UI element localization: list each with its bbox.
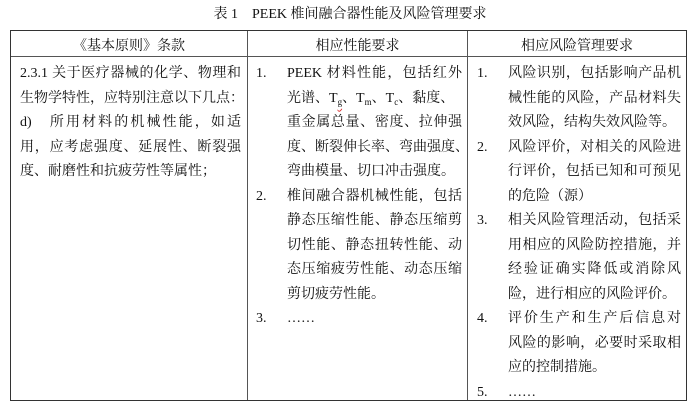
item-line: 效风险，结构失效风险等。 xyxy=(508,115,676,130)
item-line: …… xyxy=(508,384,536,400)
item-line: 用相应的风险防控措施，并 xyxy=(508,237,681,253)
item-line: 风险的影响，必要时采取相 xyxy=(508,335,681,351)
item-line: 度、断裂伸长率、弯曲强度、 xyxy=(287,139,469,155)
item-line: …… xyxy=(287,311,315,326)
item-number: 1. xyxy=(256,66,267,81)
table-caption: 表 1 PEEK 椎间融合器性能及风险管理要求 xyxy=(213,7,487,22)
item-line: 的危险（源） xyxy=(508,188,592,204)
column-divider xyxy=(247,31,248,400)
list-item xyxy=(256,307,462,332)
item-line: 械性能的风险，产品材料失 xyxy=(508,90,681,106)
item-line: 相关风险管理活动，包括采 xyxy=(508,213,681,228)
header-principle-clause: 《基本原则》条款 xyxy=(73,39,185,54)
clause-line: 用，应考虑强度、延展性、断裂强 xyxy=(20,139,241,155)
clause-line: d) 所用材料的机械性能，如适 xyxy=(20,115,241,130)
item-number: 4. xyxy=(477,311,488,326)
clause-line: 2.3.1 关于医疗器械的化学、物理和 xyxy=(20,66,241,81)
item-line: PEEK 材料性能，包括红外 xyxy=(287,66,462,81)
principle-clause-cell xyxy=(20,62,244,185)
item-line: 弯曲模量、切口冲击强度。 xyxy=(287,164,455,179)
item-line: 经验证确实降低或消除风 xyxy=(508,262,681,277)
clause-line: 度、耐磨性和抗疲劳性等属性； xyxy=(20,164,216,179)
item-line: 光谱、$T_g$、$T_m$、$T_c$、黏度、 xyxy=(287,90,455,107)
item-line: 重金属总量、密度、拉伸强 xyxy=(287,115,462,130)
header-divider xyxy=(11,56,686,57)
list-item xyxy=(477,62,681,136)
item-number: 1. xyxy=(477,66,488,81)
item-line: 态压缩疲劳性能、动态压缩 xyxy=(287,262,462,277)
item-line: 静态压缩性能、静态压缩剪 xyxy=(287,213,462,228)
item-number: 5. xyxy=(477,384,488,400)
list-item xyxy=(477,136,681,210)
item-line: 风险评价，对相关的风险进 xyxy=(508,139,681,155)
header-performance-requirements: 相应性能要求 xyxy=(315,39,400,54)
list-item xyxy=(477,381,681,406)
item-number: 3. xyxy=(256,311,267,326)
list-item xyxy=(256,62,469,185)
list-item xyxy=(477,307,681,381)
item-number: 3. xyxy=(477,213,488,228)
requirements-table xyxy=(10,30,687,401)
performance-requirements-cell xyxy=(256,62,469,332)
item-line: 剪切疲劳性能。 xyxy=(287,286,385,302)
risk-management-cell xyxy=(477,62,681,405)
clause-line: 生物学特性，应特别注意以下几点： xyxy=(20,90,244,106)
item-line: 评价生产和生产后信息对 xyxy=(508,311,681,326)
item-number: 2. xyxy=(256,188,267,204)
list-item xyxy=(256,185,462,308)
item-line: 风险识别，包括影响产品机 xyxy=(508,66,681,81)
item-line: 险，进行相应的风险评价。 xyxy=(508,286,676,302)
list-item xyxy=(477,209,681,307)
item-number: 2. xyxy=(477,139,488,155)
item-line: 应的控制措施。 xyxy=(508,360,606,375)
header-risk-management-requirements: 相应风险管理要求 xyxy=(521,39,633,54)
column-divider xyxy=(467,31,468,400)
item-line: 椎间融合器机械性能，包括 xyxy=(287,188,462,204)
item-line: 行评价，包括已知和可预见 xyxy=(508,164,681,179)
item-line: 切性能、静态扭转性能、动 xyxy=(287,237,462,253)
